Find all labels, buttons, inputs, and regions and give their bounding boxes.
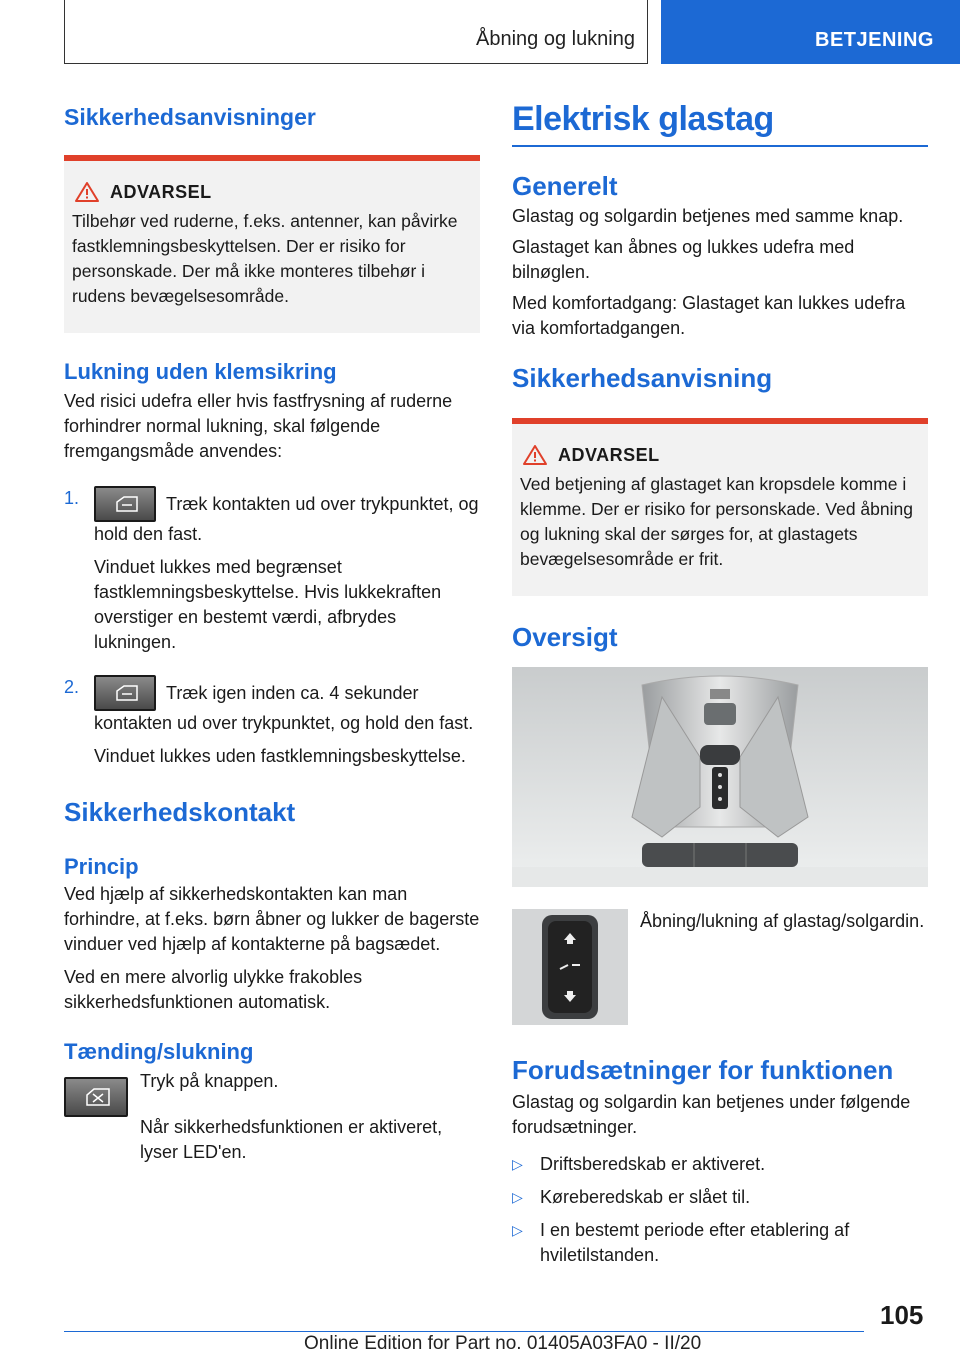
warning-box bbox=[512, 418, 928, 596]
warning-header bbox=[72, 181, 474, 203]
switch-row bbox=[512, 909, 928, 1025]
warning-box bbox=[64, 155, 480, 333]
glass-roof-switch-image bbox=[512, 909, 628, 1025]
main-title: Elektrisk glastag bbox=[512, 100, 928, 147]
warning-triangle-icon bbox=[522, 444, 548, 466]
step-item bbox=[64, 675, 480, 769]
general-text: Glastag og solgardin betjenes med samme knap. bbox=[512, 206, 904, 226]
requirements-heading: Forudsætninger for funktionen bbox=[512, 1055, 894, 1085]
warning-text: Tilbehør ved ruderne, f.eks. antenner, kan påvirke fastklemningsbeskyttelsen. Der er risiko for personskade. Der må ikke monteres tilbehør i rudens bevægelsesområde. bbox=[72, 211, 458, 306]
step-text: Træk kontakten ud over trykpunktet, og hold den fast. bbox=[94, 494, 479, 544]
bullet-item bbox=[512, 1152, 928, 1177]
principle-text-2: Ved en mere alvorlig ulykke frakobles sikkerhedsfunktionen automatisk. bbox=[64, 967, 363, 1012]
window-switch-icon bbox=[94, 675, 156, 711]
general-text-3: Med komfortadgang: Glastaget kan lukkes udefra via komfortadgangen. bbox=[512, 293, 906, 338]
warning-triangle-icon bbox=[74, 181, 100, 203]
roof-console-illustration bbox=[512, 667, 928, 887]
general-text-2: Glastaget kan åbnes og lukkes udefra med bilnøglen. bbox=[512, 237, 855, 282]
requirements-text: Glastag og solgardin kan betjenes under følgende forudsætninger. bbox=[512, 1092, 911, 1137]
bullet-text: Køreberedskab er slået til. bbox=[540, 1187, 751, 1207]
step-item bbox=[64, 486, 480, 655]
onoff-text: Tryk på knappen. bbox=[140, 1071, 279, 1091]
closing-heading: Lukning uden klemsikring bbox=[64, 359, 337, 384]
bullet-triangle-icon: ▷ bbox=[512, 1222, 523, 1238]
warning-text: Ved betjening af glastaget kan kropsdele komme i klemme. Der er risiko for personskade. Ved åbning og lukning skal der sørges for, at glastagets bevægelsesområde er frit. bbox=[520, 474, 913, 569]
step-number: 2. bbox=[64, 677, 80, 697]
glass-roof-switch-illustration bbox=[512, 909, 628, 1025]
step-text: Træk igen inden ca. 4 sekunder kontakten ud over trykpunktet, og hold den fast. bbox=[94, 683, 474, 733]
warning-label: ADVARSEL bbox=[558, 444, 660, 465]
warning-header bbox=[520, 444, 922, 466]
safety-heading: Sikkerhedsanvisninger bbox=[64, 104, 316, 130]
bullet-item bbox=[512, 1185, 928, 1210]
bullet-triangle-icon: ▷ bbox=[512, 1156, 523, 1172]
roof-console-image bbox=[512, 667, 928, 887]
chapter-label: BETJENING bbox=[815, 29, 934, 51]
safety-switch-heading: Sikkerhedskontakt bbox=[64, 797, 296, 827]
warning-label: ADVARSEL bbox=[110, 181, 212, 202]
general-heading: Generelt bbox=[512, 171, 618, 201]
overview-heading: Oversigt bbox=[512, 622, 618, 652]
header-section-title: Åbning og lukning bbox=[475, 28, 635, 50]
header-chapter-tab bbox=[661, 0, 960, 64]
bullet-triangle-icon: ▷ bbox=[512, 1189, 523, 1205]
bullet-text: I en bestemt periode efter etablering af hviletilstanden. bbox=[540, 1220, 850, 1265]
footer-edition: Online Edition for Part no. 01405A03FA0 - II/20 bbox=[304, 1333, 702, 1354]
principle-text: Ved hjælp af sikkerhedskontakten kan man forhindre, at f.eks. børn åbner og lukker de bagerste vinduer ved hjælp af kontakterne på bagsædet. bbox=[64, 884, 480, 954]
onoff-row bbox=[64, 1069, 480, 1117]
left-column bbox=[64, 96, 480, 1165]
footer-divider bbox=[64, 1331, 864, 1332]
window-switch-icon bbox=[94, 486, 156, 522]
bullet-item bbox=[512, 1218, 928, 1268]
onoff-text-2: Når sikkerhedsfunktionen er aktiveret, lyser LED'en. bbox=[140, 1117, 443, 1162]
principle-heading: Princip bbox=[64, 854, 139, 879]
safety-heading: Sikkerhedsanvisning bbox=[512, 363, 773, 393]
bullet-text: Driftsberedskab er aktiveret. bbox=[540, 1154, 766, 1174]
closing-text: Ved risici udefra eller hvis fastfrysning af ruderne forhindrer normal lukning, skal følgende fremgangsmåde anvendes: bbox=[64, 391, 453, 461]
onoff-heading: Tænding/slukning bbox=[64, 1039, 254, 1064]
safety-switch-icon bbox=[64, 1077, 128, 1117]
right-column bbox=[512, 96, 928, 1268]
step-note: Vinduet lukkes uden fastklemningsbeskyttelse. bbox=[94, 746, 466, 766]
step-number: 1. bbox=[64, 488, 80, 508]
switch-caption: Åbning/lukning af glastag/solgardin. bbox=[640, 911, 925, 931]
page-number: 105 bbox=[880, 1300, 924, 1330]
step-note: Vinduet lukkes med begrænset fastklemningsbeskyttelse. Hvis lukkekraften overstiger en bestemt værdi, afbrydes lukningen. bbox=[94, 557, 442, 652]
